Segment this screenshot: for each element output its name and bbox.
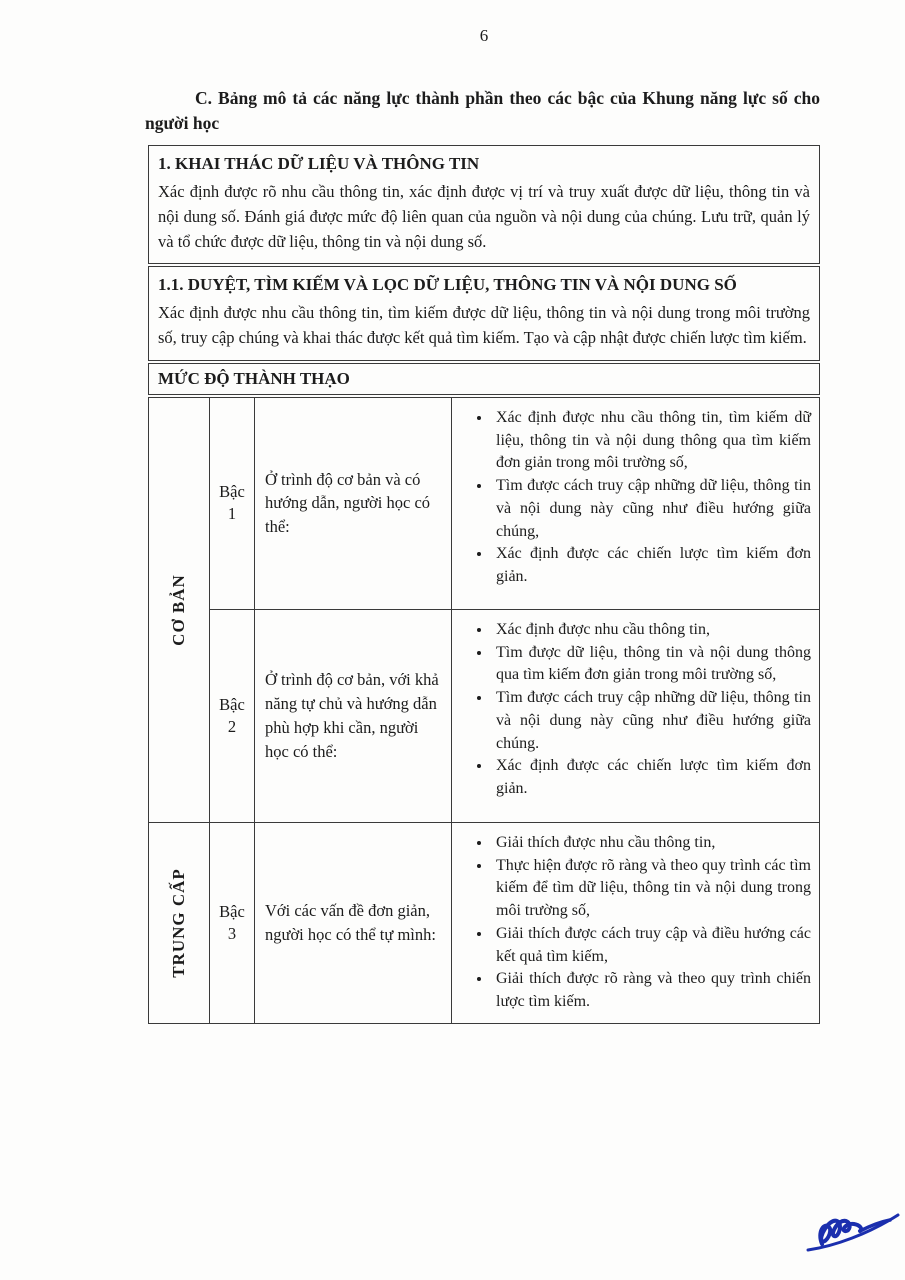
sub-competence-section <box>148 266 820 361</box>
condition-cell-3 <box>254 822 451 1023</box>
descriptor-item: • Xác định được nhu cầu thông tin, tìm kiếm dữ liệu, thông tin và nội dung thông qua tìm kiếm đơn giản trong môi trường số, <box>492 407 811 475</box>
level-cell-3 <box>209 822 254 1023</box>
descriptor-item: • Thực hiện được rõ ràng và theo quy trình các tìm kiếm để tìm dữ liệu, thông tin và nội dung trong môi trường số, <box>492 855 811 923</box>
level-cell-2 <box>209 609 254 822</box>
competence-description: Xác định được rõ nhu cầu thông tin, xác định được vị trí và truy xuất được dữ liệu, thông tin và nội dung số. Đánh giá được mức độ liên quan của nguồn và nội dung của chúng. Lưu trữ, quản lý và tổ chức được dữ liệu, thông tin và nội dung số. <box>158 182 810 251</box>
level-number: 3 <box>227 923 237 943</box>
level-number: 1 <box>227 504 237 524</box>
condition-text: Ở trình độ cơ bản và có hướng dẫn, người học có thể: <box>265 469 431 537</box>
descriptors-cell-3 <box>451 822 819 1023</box>
sub-competence-description: Xác định được nhu cầu thông tin, tìm kiếm được dữ liệu, thông tin và nội dung trong môi trường số, truy cập chúng và khai thác được kết quả tìm kiếm. Tạo và cập nhật được chiến lược tìm kiếm. <box>158 303 810 348</box>
descriptor-list <box>452 407 819 589</box>
competence-title: 1. KHAI THÁC DỮ LIỆU VÀ THÔNG TIN <box>158 154 480 173</box>
descriptors-cell-1 <box>451 398 819 609</box>
proficiency-header: MỨC ĐỘ THÀNH THẠO <box>148 363 820 395</box>
descriptor-item: • Xác định được nhu cầu thông tin, <box>492 619 811 642</box>
group-label-intermediate: TRUNG CẤP <box>169 868 188 978</box>
level-word: Bậc <box>219 694 245 714</box>
sub-competence-title: 1.1. DUYỆT, TÌM KIẾM VÀ LỌC DỮ LIỆU, THÔNG TIN VÀ NỘI DUNG SỐ <box>158 275 737 295</box>
competence-table <box>148 145 820 1024</box>
descriptor-item: • Giải thích được rõ ràng và theo quy trình chiến lược tìm kiếm. <box>492 968 811 1013</box>
signature-stroke <box>820 1221 861 1244</box>
level-cell-1 <box>209 398 254 609</box>
descriptor-item: • Tìm được cách truy cập những dữ liệu, thông tin và nội dung này cũng như điều hướng giữa chúng. <box>492 687 811 755</box>
descriptor-list <box>452 832 819 1014</box>
descriptor-item: • Giải thích được cách truy cập và điều hướng các kết quả tìm kiếm, <box>492 923 811 968</box>
competence-section <box>148 145 820 264</box>
condition-cell-1 <box>254 398 451 609</box>
condition-text: Ở trình độ cơ bản, với khả năng tự chủ và hướng dẫn phù hợp khi cần, người học có thể: <box>265 670 439 761</box>
group-cell-intermediate <box>149 822 209 1023</box>
signature-scribble-icon <box>800 1198 902 1262</box>
descriptor-item: • Xác định được các chiến lược tìm kiếm đơn giản. <box>492 543 811 588</box>
condition-text: Với các vấn đề đơn giản, người học có thể tự mình: <box>265 900 436 944</box>
level-number: 2 <box>227 716 237 736</box>
level-word: Bậc <box>219 482 245 502</box>
group-label-basic: CƠ BẢN <box>169 574 188 646</box>
level-word: Bậc <box>219 901 245 921</box>
page-title: C. Bảng mô tả các năng lực thành phần theo các bậc của Khung năng lực số cho người học <box>145 88 820 134</box>
descriptor-item: • Giải thích được nhu cầu thông tin, <box>492 832 811 855</box>
descriptor-item: • Tìm được dữ liệu, thông tin và nội dung thông qua tìm kiếm đơn giản trong môi trường số, <box>492 642 811 687</box>
descriptor-item: • Tìm được cách truy cập những dữ liệu, thông tin và nội dung này cũng như điều hướng giữa chúng, <box>492 475 811 543</box>
proficiency-grid <box>148 397 820 1024</box>
descriptor-list <box>452 619 819 801</box>
page-number: 6 <box>479 26 489 45</box>
descriptors-cell-2 <box>451 609 819 822</box>
group-cell-basic <box>149 398 209 822</box>
descriptor-item: • Xác định được các chiến lược tìm kiếm đơn giản. <box>492 755 811 800</box>
condition-cell-2 <box>254 609 451 822</box>
